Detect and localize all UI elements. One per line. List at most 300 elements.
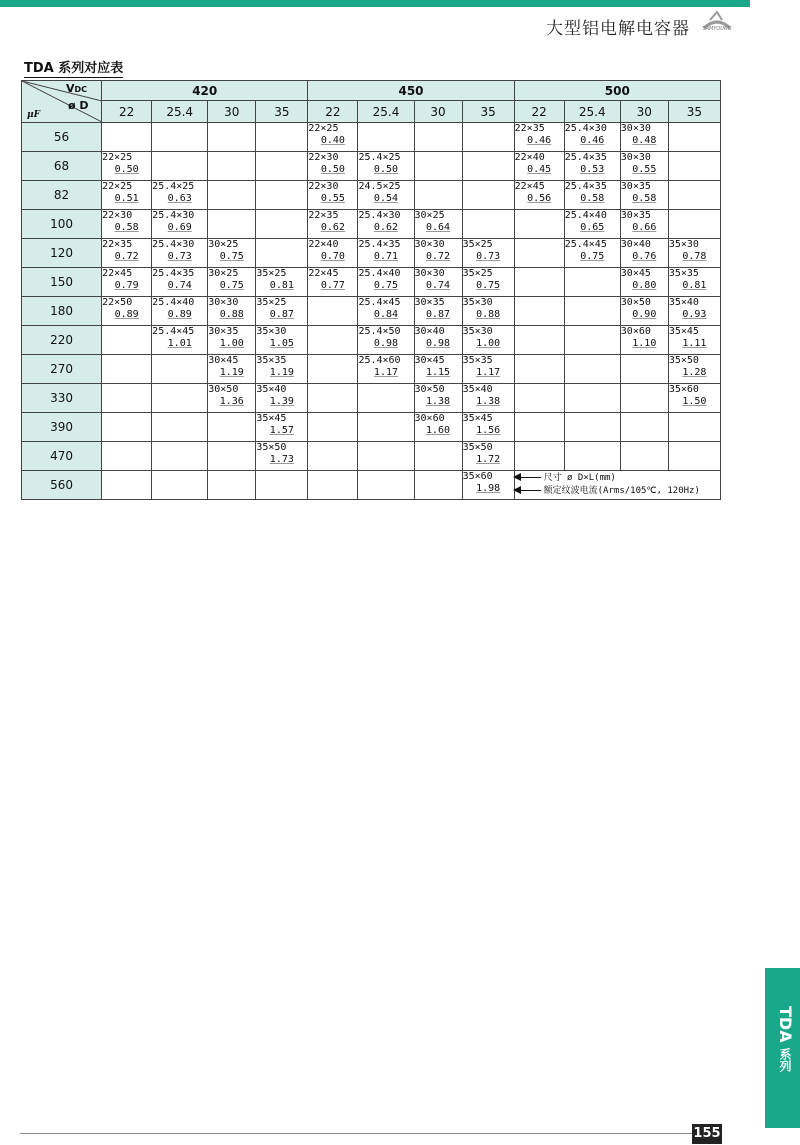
ripple-current-text: 0.72 bbox=[114, 251, 139, 262]
spec-cell bbox=[152, 413, 208, 442]
diameter-header: 22 bbox=[102, 101, 152, 123]
case-size-text: 25.4×45 bbox=[358, 297, 401, 308]
spec-cell bbox=[564, 268, 620, 297]
case-size-text: 35×30 bbox=[462, 326, 493, 337]
legend-size-line bbox=[515, 472, 720, 485]
spec-cell bbox=[308, 181, 358, 210]
ripple-current-text: 0.81 bbox=[682, 280, 707, 291]
spec-cell bbox=[462, 384, 514, 413]
table-row bbox=[22, 355, 721, 384]
ripple-current-text: 1.56 bbox=[476, 425, 501, 436]
case-size-text: 24.5×25 bbox=[358, 181, 401, 192]
spec-cell bbox=[462, 413, 514, 442]
spec-cell bbox=[102, 413, 152, 442]
ripple-current-text: 0.89 bbox=[167, 309, 192, 320]
spec-cell bbox=[358, 297, 414, 326]
case-size-text: 30×50 bbox=[620, 297, 651, 308]
ripple-current-text: 1.01 bbox=[167, 338, 192, 349]
spec-cell bbox=[102, 384, 152, 413]
ripple-current-text: 1.00 bbox=[476, 338, 501, 349]
ripple-current-text: 0.45 bbox=[527, 164, 552, 175]
spec-cell bbox=[564, 442, 620, 471]
spec-cell bbox=[564, 384, 620, 413]
spec-cell bbox=[256, 355, 308, 384]
case-size-text: 22×45 bbox=[514, 181, 545, 192]
diameter-header: 35 bbox=[668, 101, 720, 123]
ripple-current-text: 1.57 bbox=[269, 425, 294, 436]
case-size-text: 30×35 bbox=[620, 181, 651, 192]
spec-cell bbox=[564, 123, 620, 152]
diameter-header: 30 bbox=[414, 101, 462, 123]
spec-cell bbox=[514, 210, 564, 239]
case-size-text: 35×40 bbox=[256, 384, 287, 395]
case-size-text: 22×25 bbox=[102, 152, 133, 163]
ripple-current-text: 0.72 bbox=[426, 251, 451, 262]
capacitance-cell: 180 bbox=[22, 297, 102, 326]
spec-cell bbox=[256, 152, 308, 181]
ripple-current-text: 0.65 bbox=[580, 222, 605, 233]
ripple-current-text: 0.62 bbox=[320, 222, 345, 233]
case-size-text: 22×45 bbox=[102, 268, 133, 279]
case-size-text: 25.4×30 bbox=[358, 210, 401, 221]
case-size-text: 35×25 bbox=[256, 268, 287, 279]
case-size-text: 30×25 bbox=[208, 239, 239, 250]
case-size-text: 25.4×45 bbox=[152, 326, 195, 337]
case-size-text: 35×40 bbox=[462, 384, 493, 395]
ripple-current-text: 1.38 bbox=[426, 396, 451, 407]
legend-size-text: 尺寸 ø D×L(mm) bbox=[543, 473, 616, 483]
spec-cell bbox=[514, 268, 564, 297]
case-size-text: 25.4×45 bbox=[564, 239, 607, 250]
spec-cell bbox=[462, 355, 514, 384]
ripple-current-text: 0.62 bbox=[373, 222, 399, 233]
case-size-text: 35×45 bbox=[462, 413, 493, 424]
spec-cell bbox=[102, 181, 152, 210]
table-row bbox=[22, 326, 721, 355]
ripple-current-text: 1.17 bbox=[373, 367, 399, 378]
spec-cell bbox=[414, 239, 462, 268]
diameter-label: ø D bbox=[68, 99, 89, 112]
case-size-text: 35×50 bbox=[462, 442, 493, 453]
ripple-current-text: 0.98 bbox=[426, 338, 451, 349]
spec-cell bbox=[358, 471, 414, 500]
spec-cell bbox=[208, 355, 256, 384]
spec-cell bbox=[152, 152, 208, 181]
spec-cell bbox=[102, 442, 152, 471]
ripple-current-text: 0.98 bbox=[373, 338, 399, 349]
ripple-current-text: 0.75 bbox=[219, 251, 244, 262]
page-header-title: 大型铝电解电容器 bbox=[546, 19, 690, 39]
ripple-current-text: 0.71 bbox=[373, 251, 399, 262]
case-size-text: 25.4×30 bbox=[152, 210, 195, 221]
case-size-text: 22×40 bbox=[514, 152, 545, 163]
spec-cell bbox=[358, 384, 414, 413]
case-size-text: 35×30 bbox=[462, 297, 493, 308]
case-size-text: 35×25 bbox=[462, 239, 493, 250]
case-size-text: 22×30 bbox=[102, 210, 133, 221]
spec-cell bbox=[358, 442, 414, 471]
case-size-text: 35×60 bbox=[668, 384, 699, 395]
spec-cell bbox=[668, 268, 720, 297]
spec-cell bbox=[152, 471, 208, 500]
spec-cell bbox=[358, 413, 414, 442]
capacitance-cell: 82 bbox=[22, 181, 102, 210]
spec-cell bbox=[102, 297, 152, 326]
spec-cell bbox=[208, 326, 256, 355]
spec-cell bbox=[462, 210, 514, 239]
spec-cell bbox=[620, 297, 668, 326]
spec-cell bbox=[308, 413, 358, 442]
table-row bbox=[22, 210, 721, 239]
case-size-text: 25.4×25 bbox=[358, 152, 401, 163]
section-title: TDA 系列对应表 bbox=[24, 57, 123, 78]
case-size-text: 30×30 bbox=[414, 268, 445, 279]
case-size-text: 25.4×40 bbox=[564, 210, 607, 221]
case-size-text: 25.4×40 bbox=[358, 268, 401, 279]
ripple-current-text: 0.66 bbox=[632, 222, 657, 233]
spec-cell bbox=[620, 384, 668, 413]
case-size-text: 30×50 bbox=[208, 384, 239, 395]
spec-cell bbox=[208, 297, 256, 326]
ripple-current-text: 0.58 bbox=[580, 193, 605, 204]
spec-cell bbox=[152, 442, 208, 471]
table-row bbox=[22, 181, 721, 210]
spec-cell bbox=[208, 181, 256, 210]
spec-cell bbox=[308, 471, 358, 500]
ripple-current-text: 1.98 bbox=[476, 483, 501, 494]
ripple-current-text: 1.00 bbox=[219, 338, 244, 349]
ripple-current-text: 0.70 bbox=[320, 251, 345, 262]
spec-cell bbox=[564, 297, 620, 326]
spec-cell bbox=[462, 123, 514, 152]
spec-cell bbox=[152, 326, 208, 355]
legend-ripple-text: 额定纹波电流(Arms/105℃, 120Hz) bbox=[543, 486, 700, 496]
diameter-header: 35 bbox=[462, 101, 514, 123]
ripple-current-text: 0.77 bbox=[320, 280, 345, 291]
diameter-header: 35 bbox=[256, 101, 308, 123]
ripple-current-text: 1.39 bbox=[269, 396, 294, 407]
spec-cell bbox=[152, 355, 208, 384]
case-size-text: 22×45 bbox=[308, 268, 339, 279]
ripple-current-text: 1.38 bbox=[476, 396, 501, 407]
spec-cell bbox=[668, 413, 720, 442]
spec-cell bbox=[256, 297, 308, 326]
spec-cell bbox=[620, 210, 668, 239]
ripple-current-text: 0.58 bbox=[632, 193, 657, 204]
ripple-current-text: 0.56 bbox=[527, 193, 552, 204]
spec-cell bbox=[668, 239, 720, 268]
case-size-text: 35×30 bbox=[668, 239, 699, 250]
case-size-text: 22×35 bbox=[308, 210, 339, 221]
ripple-current-text: 1.60 bbox=[426, 425, 451, 436]
spec-cell bbox=[514, 181, 564, 210]
spec-cell bbox=[514, 123, 564, 152]
spec-cell bbox=[564, 152, 620, 181]
ripple-current-text: 0.80 bbox=[632, 280, 657, 291]
series-side-tab bbox=[765, 968, 800, 1128]
spec-cell bbox=[414, 210, 462, 239]
tda-correspondence-table bbox=[21, 80, 721, 500]
spec-cell bbox=[414, 471, 462, 500]
spec-cell bbox=[208, 413, 256, 442]
case-size-text: 25.4×60 bbox=[358, 355, 401, 366]
case-size-text: 30×35 bbox=[414, 297, 445, 308]
ripple-current-text: 0.76 bbox=[632, 251, 657, 262]
spec-cell bbox=[308, 123, 358, 152]
case-size-text: 30×40 bbox=[620, 239, 651, 250]
ripple-current-text: 0.79 bbox=[114, 280, 139, 291]
capacitance-cell: 120 bbox=[22, 239, 102, 268]
case-size-text: 25.4×35 bbox=[564, 152, 607, 163]
ripple-current-text: 0.50 bbox=[373, 164, 399, 175]
spec-cell bbox=[414, 384, 462, 413]
capacitance-cell: 470 bbox=[22, 442, 102, 471]
ripple-current-text: 1.28 bbox=[682, 367, 707, 378]
spec-cell bbox=[308, 326, 358, 355]
ripple-current-text: 1.17 bbox=[476, 367, 501, 378]
ripple-current-text: 1.36 bbox=[219, 396, 244, 407]
diameter-header: 22 bbox=[308, 101, 358, 123]
spec-cell bbox=[564, 239, 620, 268]
case-size-text: 35×25 bbox=[462, 268, 493, 279]
ripple-current-text: 0.89 bbox=[114, 309, 139, 320]
case-size-text: 22×40 bbox=[308, 239, 339, 250]
spec-cell bbox=[514, 239, 564, 268]
case-size-text: 30×60 bbox=[620, 326, 651, 337]
spec-cell bbox=[208, 123, 256, 152]
ripple-current-text: 0.48 bbox=[632, 135, 657, 146]
ripple-current-text: 0.69 bbox=[167, 222, 192, 233]
spec-cell bbox=[208, 442, 256, 471]
spec-cell bbox=[620, 442, 668, 471]
spec-cell bbox=[256, 239, 308, 268]
case-size-text: 22×35 bbox=[514, 123, 545, 134]
case-size-text: 30×45 bbox=[620, 268, 651, 279]
spec-cell bbox=[668, 384, 720, 413]
spec-cell bbox=[514, 413, 564, 442]
ripple-current-text: 0.93 bbox=[682, 309, 707, 320]
spec-cell bbox=[620, 355, 668, 384]
spec-cell bbox=[152, 239, 208, 268]
spec-cell bbox=[462, 268, 514, 297]
case-size-text: 25.4×40 bbox=[152, 297, 195, 308]
svg-text:SAMYOUNG: SAMYOUNG bbox=[702, 26, 732, 32]
case-size-text: 30×50 bbox=[414, 384, 445, 395]
spec-cell bbox=[308, 297, 358, 326]
samyoung-logo bbox=[700, 10, 734, 36]
case-size-text: 30×25 bbox=[208, 268, 239, 279]
spec-cell bbox=[208, 384, 256, 413]
ripple-current-text: 0.46 bbox=[580, 135, 605, 146]
spec-cell bbox=[102, 210, 152, 239]
ripple-current-text: 0.58 bbox=[114, 222, 139, 233]
spec-cell bbox=[102, 239, 152, 268]
ripple-current-text: 0.88 bbox=[476, 309, 501, 320]
ripple-current-text: 0.51 bbox=[114, 193, 139, 204]
ripple-current-text: 0.88 bbox=[219, 309, 244, 320]
spec-cell bbox=[620, 268, 668, 297]
spec-cell bbox=[152, 384, 208, 413]
left-arrow-icon bbox=[515, 477, 541, 478]
spec-cell bbox=[256, 268, 308, 297]
spec-cell bbox=[620, 239, 668, 268]
table-corner-header bbox=[22, 81, 102, 123]
case-size-text: 30×25 bbox=[414, 210, 445, 221]
table-row bbox=[22, 152, 721, 181]
diameter-header: 30 bbox=[620, 101, 668, 123]
case-size-text: 25.4×50 bbox=[358, 326, 401, 337]
spec-cell bbox=[414, 297, 462, 326]
spec-cell bbox=[462, 239, 514, 268]
legend-ripple-line bbox=[515, 485, 720, 498]
case-size-text: 25.4×35 bbox=[564, 181, 607, 192]
spec-cell bbox=[152, 297, 208, 326]
spec-cell bbox=[668, 210, 720, 239]
case-size-text: 30×30 bbox=[208, 297, 239, 308]
table-row bbox=[22, 239, 721, 268]
left-arrow-icon bbox=[515, 490, 541, 491]
table-row bbox=[22, 471, 721, 500]
case-size-text: 35×35 bbox=[256, 355, 287, 366]
ripple-current-text: 0.87 bbox=[269, 309, 294, 320]
spec-cell bbox=[256, 442, 308, 471]
spec-cell bbox=[208, 152, 256, 181]
ripple-current-text: 1.05 bbox=[269, 338, 294, 349]
voltage-header-420: 420 bbox=[102, 81, 308, 101]
ripple-current-text: 0.75 bbox=[580, 251, 605, 262]
spec-cell bbox=[414, 268, 462, 297]
spec-cell bbox=[620, 123, 668, 152]
spec-cell bbox=[308, 268, 358, 297]
case-size-text: 30×35 bbox=[620, 210, 651, 221]
case-size-text: 30×45 bbox=[208, 355, 239, 366]
top-accent-bar bbox=[0, 0, 750, 7]
spec-cell bbox=[564, 355, 620, 384]
spec-cell bbox=[256, 181, 308, 210]
spec-cell bbox=[414, 442, 462, 471]
spec-cell bbox=[208, 471, 256, 500]
case-size-text: 30×30 bbox=[414, 239, 445, 250]
spec-cell bbox=[668, 181, 720, 210]
table-legend bbox=[514, 471, 720, 500]
case-size-text: 22×25 bbox=[308, 123, 339, 134]
ripple-current-text: 1.19 bbox=[219, 367, 244, 378]
ripple-current-text: 0.87 bbox=[426, 309, 451, 320]
case-size-text: 25.4×35 bbox=[152, 268, 195, 279]
ripple-current-text: 1.73 bbox=[269, 454, 294, 465]
ripple-current-text: 0.73 bbox=[167, 251, 192, 262]
ripple-current-text: 0.73 bbox=[476, 251, 501, 262]
spec-cell bbox=[358, 268, 414, 297]
spec-cell bbox=[102, 152, 152, 181]
spec-cell bbox=[308, 355, 358, 384]
capacitance-cell: 560 bbox=[22, 471, 102, 500]
spec-cell bbox=[102, 355, 152, 384]
table-row bbox=[22, 442, 721, 471]
case-size-text: 35×30 bbox=[256, 326, 287, 337]
spec-cell bbox=[102, 326, 152, 355]
spec-cell bbox=[358, 123, 414, 152]
spec-cell bbox=[668, 297, 720, 326]
spec-cell bbox=[462, 471, 514, 500]
capacitance-unit-label: μF bbox=[27, 110, 40, 120]
spec-cell bbox=[564, 326, 620, 355]
capacitance-cell: 330 bbox=[22, 384, 102, 413]
spec-cell bbox=[358, 181, 414, 210]
capacitance-cell: 270 bbox=[22, 355, 102, 384]
case-size-text: 35×45 bbox=[668, 326, 699, 337]
spec-cell bbox=[102, 268, 152, 297]
ripple-current-text: 0.54 bbox=[373, 193, 399, 204]
ripple-current-text: 0.50 bbox=[114, 164, 139, 175]
spec-cell bbox=[358, 152, 414, 181]
case-size-text: 35×40 bbox=[668, 297, 699, 308]
capacitance-cell: 68 bbox=[22, 152, 102, 181]
footer-rule bbox=[20, 1133, 700, 1134]
spec-cell bbox=[208, 268, 256, 297]
spec-cell bbox=[358, 326, 414, 355]
spec-cell bbox=[620, 413, 668, 442]
spec-cell bbox=[414, 355, 462, 384]
ripple-current-text: 0.40 bbox=[320, 135, 345, 146]
case-size-text: 25.4×25 bbox=[152, 181, 195, 192]
spec-cell bbox=[358, 239, 414, 268]
ripple-current-text: 0.50 bbox=[320, 164, 345, 175]
spec-cell bbox=[668, 442, 720, 471]
ripple-current-text: 1.19 bbox=[269, 367, 294, 378]
spec-cell bbox=[208, 210, 256, 239]
ripple-current-text: 0.74 bbox=[426, 280, 451, 291]
spec-cell bbox=[514, 326, 564, 355]
case-size-text: 35×45 bbox=[256, 413, 287, 424]
ripple-current-text: 0.78 bbox=[682, 251, 707, 262]
case-size-text: 30×45 bbox=[414, 355, 445, 366]
page-number: 155 bbox=[692, 1124, 722, 1144]
spec-cell bbox=[462, 326, 514, 355]
spec-cell bbox=[308, 384, 358, 413]
ripple-current-text: 1.10 bbox=[632, 338, 657, 349]
spec-cell bbox=[256, 326, 308, 355]
case-size-text: 22×30 bbox=[308, 181, 339, 192]
capacitance-cell: 220 bbox=[22, 326, 102, 355]
ripple-current-text: 0.53 bbox=[580, 164, 605, 175]
table-row bbox=[22, 297, 721, 326]
spec-cell bbox=[620, 326, 668, 355]
case-size-text: 35×25 bbox=[256, 297, 287, 308]
spec-cell bbox=[514, 355, 564, 384]
spec-cell bbox=[668, 355, 720, 384]
spec-cell bbox=[668, 326, 720, 355]
ripple-current-text: 1.15 bbox=[426, 367, 451, 378]
ripple-current-text: 0.55 bbox=[632, 164, 657, 175]
capacitance-cell: 390 bbox=[22, 413, 102, 442]
capacitance-cell: 56 bbox=[22, 123, 102, 152]
case-size-text: 35×35 bbox=[462, 355, 493, 366]
voltage-header-500: 500 bbox=[514, 81, 720, 101]
table-row bbox=[22, 384, 721, 413]
ripple-current-text: 0.46 bbox=[527, 135, 552, 146]
spec-cell bbox=[414, 413, 462, 442]
ripple-current-text: 0.74 bbox=[167, 280, 192, 291]
spec-cell bbox=[668, 152, 720, 181]
spec-cell bbox=[256, 384, 308, 413]
ripple-current-text: 0.75 bbox=[219, 280, 244, 291]
diameter-header: 22 bbox=[514, 101, 564, 123]
diameter-header: 25.4 bbox=[152, 101, 208, 123]
spec-cell bbox=[152, 268, 208, 297]
spec-cell bbox=[564, 413, 620, 442]
spec-cell bbox=[414, 152, 462, 181]
